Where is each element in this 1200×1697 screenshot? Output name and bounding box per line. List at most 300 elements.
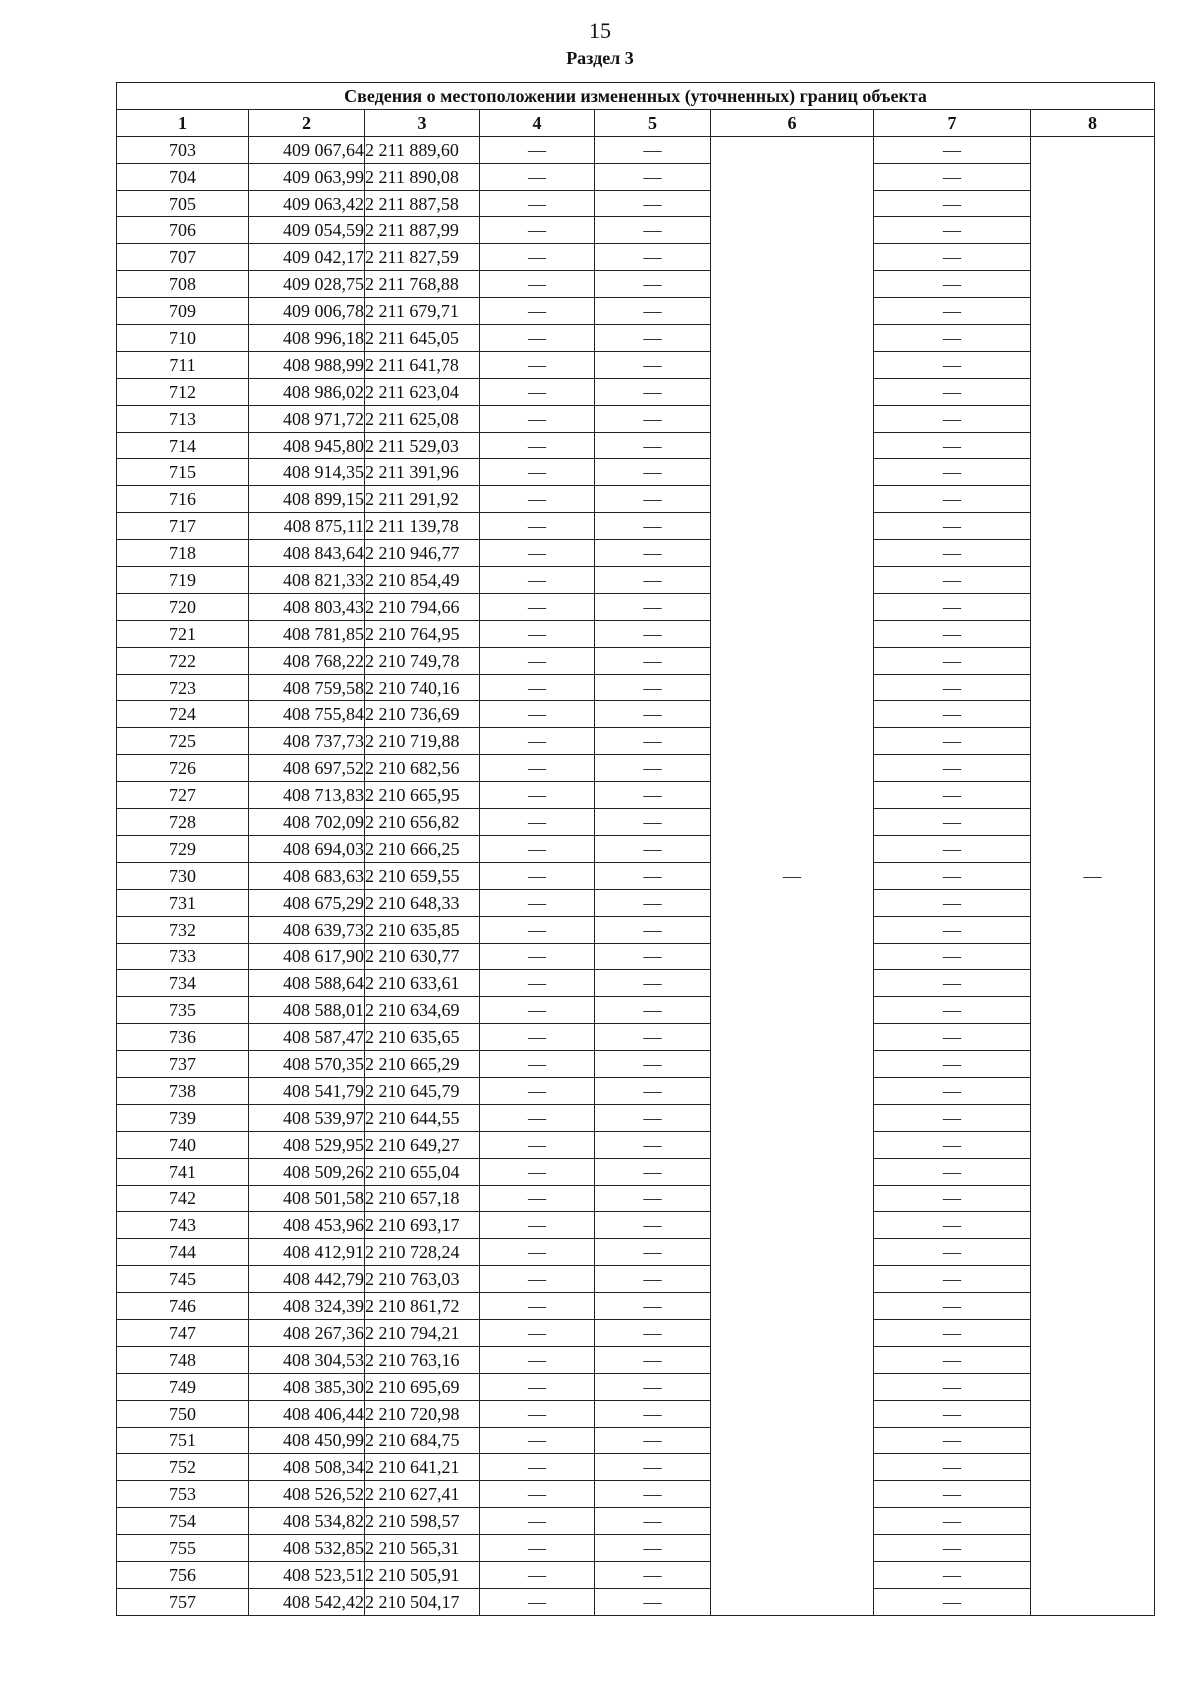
coordinate-x-cell: 408 588,01 [249,997,365,1024]
column-4-cell: — [480,459,595,486]
column-5-cell: — [595,997,711,1024]
column-7-cell: — [874,943,1031,970]
column-4-cell: — [480,782,595,809]
coordinate-y-cell: 2 210 764,95 [365,620,480,647]
coordinate-x-cell: 408 453,96 [249,1212,365,1239]
coordinate-y-cell: 2 210 719,88 [365,728,480,755]
column-7-cell: — [874,1319,1031,1346]
column-5-cell: — [595,1427,711,1454]
column-4-cell: — [480,432,595,459]
column-4-cell: — [480,1454,595,1481]
table-row [117,835,1155,862]
coordinate-y-cell: 2 210 648,33 [365,889,480,916]
point-number-cell: 736 [117,1024,249,1051]
coordinate-y-cell: 2 210 635,85 [365,916,480,943]
column-7-cell: — [874,405,1031,432]
coordinate-x-cell: 408 385,30 [249,1373,365,1400]
table-row [117,271,1155,298]
column-7-cell: — [874,862,1031,889]
coordinate-x-cell: 408 324,39 [249,1293,365,1320]
coordinate-y-cell: 2 211 641,78 [365,351,480,378]
column-7-cell: — [874,1588,1031,1615]
column-4-cell: — [480,244,595,271]
coordinate-y-cell: 2 210 633,61 [365,970,480,997]
coordinate-y-cell: 2 211 887,58 [365,190,480,217]
coordinate-x-cell: 408 542,42 [249,1588,365,1615]
coordinate-x-cell: 408 899,15 [249,486,365,513]
coordinate-x-cell: 408 541,79 [249,1077,365,1104]
column-5-cell: — [595,943,711,970]
column-5-cell: — [595,1185,711,1212]
column-5-cell: — [595,1293,711,1320]
coordinate-y-cell: 2 210 682,56 [365,755,480,782]
coordinate-x-cell: 408 697,52 [249,755,365,782]
column-7-cell: — [874,1373,1031,1400]
coordinate-y-cell: 2 210 763,16 [365,1346,480,1373]
point-number-cell: 743 [117,1212,249,1239]
coordinate-x-cell: 408 971,72 [249,405,365,432]
coordinate-x-cell: 409 006,78 [249,298,365,325]
coordinate-y-cell: 2 211 768,88 [365,271,480,298]
column-7-cell: — [874,620,1031,647]
column-4-cell: — [480,916,595,943]
table-row [117,1400,1155,1427]
table-row [117,217,1155,244]
column-4-cell: — [480,835,595,862]
coordinate-x-cell: 408 617,90 [249,943,365,970]
column-7-cell: — [874,1185,1031,1212]
column-4-cell: — [480,163,595,190]
coordinate-y-cell: 2 210 649,27 [365,1131,480,1158]
table-row [117,1454,1155,1481]
point-number-cell: 734 [117,970,249,997]
table-body [117,136,1155,1615]
column-4-cell: — [480,190,595,217]
coordinate-x-cell: 408 570,35 [249,1051,365,1078]
coordinate-y-cell: 2 210 665,29 [365,1051,480,1078]
coordinate-x-cell: 408 737,73 [249,728,365,755]
table-caption-row [117,83,1155,110]
coordinate-y-cell: 2 211 887,99 [365,217,480,244]
table-row [117,647,1155,674]
column-4-cell: — [480,1051,595,1078]
column-7-cell: — [874,916,1031,943]
table-row [117,378,1155,405]
point-number-cell: 726 [117,755,249,782]
coordinate-x-cell: 409 042,17 [249,244,365,271]
column-5-cell: — [595,486,711,513]
point-number-cell: 722 [117,647,249,674]
point-number-cell: 733 [117,943,249,970]
column-7-cell: — [874,271,1031,298]
point-number-cell: 751 [117,1427,249,1454]
column-4-cell: — [480,728,595,755]
column-7-cell: — [874,486,1031,513]
point-number-cell: 738 [117,1077,249,1104]
point-number-cell: 757 [117,1588,249,1615]
point-number-cell: 740 [117,1131,249,1158]
table-row [117,1239,1155,1266]
column-header: 4 [480,109,595,136]
point-number-cell: 741 [117,1158,249,1185]
column-4-cell: — [480,889,595,916]
column-5-cell: — [595,1239,711,1266]
coordinate-x-cell: 408 821,33 [249,567,365,594]
point-number-cell: 720 [117,593,249,620]
coordinate-y-cell: 2 210 693,17 [365,1212,480,1239]
column-5-cell: — [595,835,711,862]
coordinate-x-cell: 408 945,80 [249,432,365,459]
column-4-cell: — [480,351,595,378]
column-7-cell: — [874,540,1031,567]
coordinate-y-cell: 2 210 763,03 [365,1266,480,1293]
point-number-cell: 745 [117,1266,249,1293]
table-row [117,1104,1155,1131]
point-number-cell: 707 [117,244,249,271]
column-4-cell: — [480,1024,595,1051]
column-header: 7 [874,109,1031,136]
column-7-cell: — [874,459,1031,486]
column-4-cell: — [480,593,595,620]
column-7-cell: — [874,1427,1031,1454]
column-7-cell: — [874,432,1031,459]
point-number-cell: 711 [117,351,249,378]
column-5-cell: — [595,540,711,567]
table-row [117,1481,1155,1508]
column-5-cell: — [595,351,711,378]
column-7-cell: — [874,1293,1031,1320]
coordinate-x-cell: 408 988,99 [249,351,365,378]
coordinate-x-cell: 408 702,09 [249,809,365,836]
column-7-cell: — [874,1535,1031,1562]
column-7-cell: — [874,970,1031,997]
table-row [117,1427,1155,1454]
coordinate-y-cell: 2 211 391,96 [365,459,480,486]
point-number-cell: 714 [117,432,249,459]
table-row [117,728,1155,755]
column-7-cell: — [874,728,1031,755]
table-row [117,997,1155,1024]
column-5-cell: — [595,405,711,432]
table-row [117,674,1155,701]
point-number-cell: 731 [117,889,249,916]
column-5-cell: — [595,1346,711,1373]
table-row [117,1373,1155,1400]
coordinate-x-cell: 408 523,51 [249,1561,365,1588]
coordinate-x-cell: 408 450,99 [249,1427,365,1454]
column-7-cell: — [874,701,1031,728]
coordinate-x-cell: 408 639,73 [249,916,365,943]
page-number: 15 [589,18,611,43]
column-7-cell: — [874,567,1031,594]
column-5-cell: — [595,136,711,163]
coordinate-x-cell: 408 914,35 [249,459,365,486]
coordinate-x-cell: 408 694,03 [249,835,365,862]
coordinate-x-cell: 408 587,47 [249,1024,365,1051]
column-5-cell: — [595,567,711,594]
column-5-cell: — [595,325,711,352]
table-row [117,755,1155,782]
column-7-cell: — [874,593,1031,620]
point-number-cell: 725 [117,728,249,755]
column-4-cell: — [480,620,595,647]
column-5-cell: — [595,513,711,540]
column-4-cell: — [480,674,595,701]
coordinate-x-cell: 408 986,02 [249,378,365,405]
column-7-cell: — [874,217,1031,244]
table-row [117,1051,1155,1078]
column-4-cell: — [480,755,595,782]
point-number-cell: 729 [117,835,249,862]
point-number-cell: 721 [117,620,249,647]
coordinate-x-cell: 409 054,59 [249,217,365,244]
coordinate-y-cell: 2 211 623,04 [365,378,480,405]
column-4-cell: — [480,271,595,298]
table-row [117,1535,1155,1562]
coordinate-y-cell: 2 211 645,05 [365,325,480,352]
column-5-cell: — [595,593,711,620]
column-5-cell: — [595,1212,711,1239]
column-7-cell: — [874,1024,1031,1051]
table-row [117,405,1155,432]
table-row [117,513,1155,540]
point-number-cell: 755 [117,1535,249,1562]
coordinate-y-cell: 2 210 655,04 [365,1158,480,1185]
coordinate-x-cell: 409 063,99 [249,163,365,190]
column-4-cell: — [480,1104,595,1131]
column-7-cell: — [874,351,1031,378]
column-7-cell: — [874,244,1031,271]
coordinate-y-cell: 2 211 679,71 [365,298,480,325]
column-7-cell: — [874,1104,1031,1131]
point-number-cell: 749 [117,1373,249,1400]
table-row [117,1346,1155,1373]
column-5-cell: — [595,620,711,647]
coordinate-y-cell: 2 210 740,16 [365,674,480,701]
column-7-cell: — [874,325,1031,352]
coordinate-x-cell: 409 063,42 [249,190,365,217]
point-number-cell: 715 [117,459,249,486]
column-5-cell: — [595,1481,711,1508]
point-number-cell: 709 [117,298,249,325]
column-4-cell: — [480,486,595,513]
column-4-cell: — [480,1293,595,1320]
table-row [117,1319,1155,1346]
column-4-cell: — [480,647,595,674]
column-4-cell: — [480,1535,595,1562]
coordinate-y-cell: 2 211 827,59 [365,244,480,271]
column-4-cell: — [480,298,595,325]
column-7-cell: — [874,647,1031,674]
point-number-cell: 704 [117,163,249,190]
column-4-cell: — [480,1561,595,1588]
point-number-cell: 742 [117,1185,249,1212]
column-header: 2 [249,109,365,136]
table-row [117,1293,1155,1320]
column-7-cell: — [874,809,1031,836]
column-header: 1 [117,109,249,136]
point-number-cell: 710 [117,325,249,352]
column-5-cell: — [595,1131,711,1158]
table-row [117,889,1155,916]
coordinate-x-cell: 408 529,95 [249,1131,365,1158]
coordinate-y-cell: 2 210 736,69 [365,701,480,728]
table-row [117,163,1155,190]
column-7-cell: — [874,378,1031,405]
column-7-cell: — [874,1266,1031,1293]
column-5-cell: — [595,217,711,244]
column-4-cell: — [480,1588,595,1615]
coordinate-x-cell: 408 526,52 [249,1481,365,1508]
coordinate-x-cell: 408 412,91 [249,1239,365,1266]
table-row [117,1024,1155,1051]
coordinate-y-cell: 2 210 861,72 [365,1293,480,1320]
point-number-cell: 730 [117,862,249,889]
column-4-cell: — [480,405,595,432]
coordinate-x-cell: 408 781,85 [249,620,365,647]
table-caption: Сведения о местоположении измененных (уточненных) границ объекта [117,83,1155,110]
column-header: 6 [711,109,874,136]
column-4-cell: — [480,1266,595,1293]
column-7-cell: — [874,1239,1031,1266]
coordinate-x-cell: 408 532,85 [249,1535,365,1562]
column-4-cell: — [480,1131,595,1158]
column-5-cell: — [595,889,711,916]
coordinate-y-cell: 2 210 630,77 [365,943,480,970]
coordinate-y-cell: 2 210 656,82 [365,809,480,836]
coordinate-x-cell: 408 588,64 [249,970,365,997]
table-row [117,1588,1155,1615]
coordinate-x-cell: 408 843,64 [249,540,365,567]
column-7-cell: — [874,755,1031,782]
coordinate-x-cell: 408 683,63 [249,862,365,889]
coordinate-y-cell: 2 210 565,31 [365,1535,480,1562]
coordinate-y-cell: 2 211 625,08 [365,405,480,432]
coordinate-y-cell: 2 210 645,79 [365,1077,480,1104]
column-7-cell: — [874,1051,1031,1078]
column-7-cell: — [874,1077,1031,1104]
column-5-cell: — [595,1588,711,1615]
column-5-cell: — [595,1266,711,1293]
table-row [117,1131,1155,1158]
coordinate-x-cell: 408 267,36 [249,1319,365,1346]
table-row [117,970,1155,997]
coordinate-x-cell: 408 759,58 [249,674,365,701]
coordinate-x-cell: 408 713,83 [249,782,365,809]
column-7-cell: — [874,997,1031,1024]
coordinate-y-cell: 2 211 139,78 [365,513,480,540]
column-7-cell: — [874,782,1031,809]
column-5-cell: — [595,190,711,217]
column-5-cell: — [595,1508,711,1535]
coordinate-x-cell: 408 755,84 [249,701,365,728]
column-4-cell: — [480,136,595,163]
coordinate-x-cell: 409 028,75 [249,271,365,298]
point-number-cell: 750 [117,1400,249,1427]
column-4-cell: — [480,325,595,352]
point-number-cell: 706 [117,217,249,244]
coordinate-x-cell: 408 675,29 [249,889,365,916]
column-7-cell: — [874,1131,1031,1158]
column-5-cell: — [595,1024,711,1051]
column-5-cell: — [595,1454,711,1481]
table-row [117,809,1155,836]
column-5-cell: — [595,1051,711,1078]
coordinate-y-cell: 2 210 627,41 [365,1481,480,1508]
coordinate-y-cell: 2 210 644,55 [365,1104,480,1131]
coordinate-x-cell: 408 442,79 [249,1266,365,1293]
column-4-cell: — [480,1508,595,1535]
point-number-cell: 752 [117,1454,249,1481]
column-5-cell: — [595,163,711,190]
column-7-cell: — [874,298,1031,325]
column-4-cell: — [480,1212,595,1239]
column-5-cell: — [595,647,711,674]
coordinate-y-cell: 2 211 291,92 [365,486,480,513]
table-row [117,136,1155,163]
table-row [117,244,1155,271]
table-row [117,540,1155,567]
column-4-cell: — [480,862,595,889]
column-7-cell: — [874,1346,1031,1373]
coordinate-y-cell: 2 210 598,57 [365,1508,480,1535]
table-row [117,1561,1155,1588]
table-row [117,862,1155,889]
coordinate-y-cell: 2 210 634,69 [365,997,480,1024]
point-number-cell: 754 [117,1508,249,1535]
coordinate-x-cell: 408 508,34 [249,1454,365,1481]
coordinate-x-cell: 408 534,82 [249,1508,365,1535]
point-number-cell: 724 [117,701,249,728]
column-number-row [117,109,1155,136]
column-5-cell: — [595,755,711,782]
column-7-cell: — [874,1158,1031,1185]
column-7-cell: — [874,136,1031,163]
table-row [117,351,1155,378]
coordinate-y-cell: 2 210 665,95 [365,782,480,809]
coordinate-y-cell: 2 210 794,21 [365,1319,480,1346]
table-row [117,190,1155,217]
coordinate-y-cell: 2 210 635,65 [365,1024,480,1051]
column-5-cell: — [595,244,711,271]
column-8-merged-cell: — [1031,136,1155,1615]
column-5-cell: — [595,378,711,405]
column-5-cell: — [595,1077,711,1104]
point-number-cell: 744 [117,1239,249,1266]
table-row [117,1077,1155,1104]
coordinate-x-cell: 408 996,18 [249,325,365,352]
point-number-cell: 747 [117,1319,249,1346]
point-number-cell: 746 [117,1293,249,1320]
table-row [117,1508,1155,1535]
column-4-cell: — [480,1319,595,1346]
column-7-cell: — [874,1400,1031,1427]
coordinate-y-cell: 2 211 529,03 [365,432,480,459]
column-4-cell: — [480,1481,595,1508]
column-7-cell: — [874,1481,1031,1508]
coordinate-x-cell: 408 501,58 [249,1185,365,1212]
table-row [117,567,1155,594]
column-7-cell: — [874,163,1031,190]
table-row [117,1266,1155,1293]
column-4-cell: — [480,970,595,997]
coordinate-x-cell: 408 768,22 [249,647,365,674]
column-4-cell: — [480,1346,595,1373]
column-5-cell: — [595,432,711,459]
column-header: 8 [1031,109,1155,136]
point-number-cell: 739 [117,1104,249,1131]
column-5-cell: — [595,728,711,755]
